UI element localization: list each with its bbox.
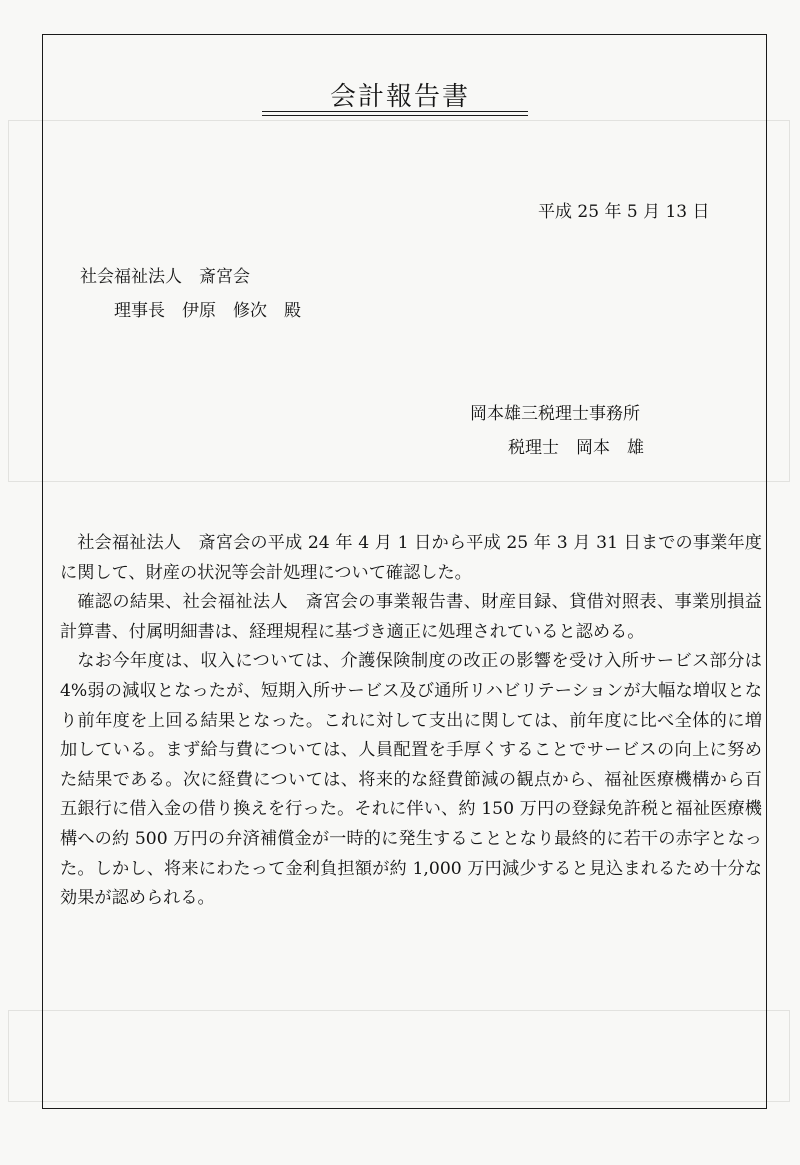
- title-underline: [262, 111, 528, 112]
- paragraph-commentary: なお今年度は、収入については、介護保険制度の改正の影響を受け入所サービス部分は 4%弱の減収となったが、短期入所サービス及び通所リハビリテーションが大幅な増収となり前年度を上回る結果となった。これに対して支出に関しては、前年度に比べ全体的に増加している。まず給与費については、人員配置を手厚くすることでサービスの向上に努めた結果である。次に経費については、将来的な経費節減の観点から、福祉医療機構から百五銀行に借入金の借り換えを行った。それに伴い、約 150 万円の登録免許税と福祉医療機構への約 500 万円の弁済補償金が一時的に発生することとなり最終的に若干の赤字となった。しかし、将来にわたって金利負担額が約 1,000 万円減少すると見込まれるため十分な効果が認められる。: [60, 651, 762, 909]
- paragraph-period: 社会福祉法人 斎宮会の平成 24 年 4 月 1 日から平成 25 年 3 月 31 日までの事業年度に関して、財産の状況等会計処理について確認した。: [60, 533, 762, 583]
- title-underline: [262, 115, 528, 116]
- document-date: 平成 25 年 5 月 13 日: [538, 202, 710, 222]
- addressee-organization: 社会福祉法人 斎宮会: [80, 267, 250, 287]
- sender-name: 税理士 岡本 雄: [508, 438, 644, 458]
- addressee-person: 理事長 伊原 修次 殿: [114, 301, 301, 321]
- report-body: [60, 529, 762, 914]
- paragraph-confirmation: 確認の結果、社会福祉法人 斎宮会の事業報告書、財産目録、貸借対照表、事業別損益計算書、付属明細書は、経理規程に基づき適正に処理されていると認める。: [60, 592, 762, 642]
- document-title: 会計報告書: [329, 82, 470, 112]
- sender-office: 岡本雄三税理士事務所: [470, 404, 640, 424]
